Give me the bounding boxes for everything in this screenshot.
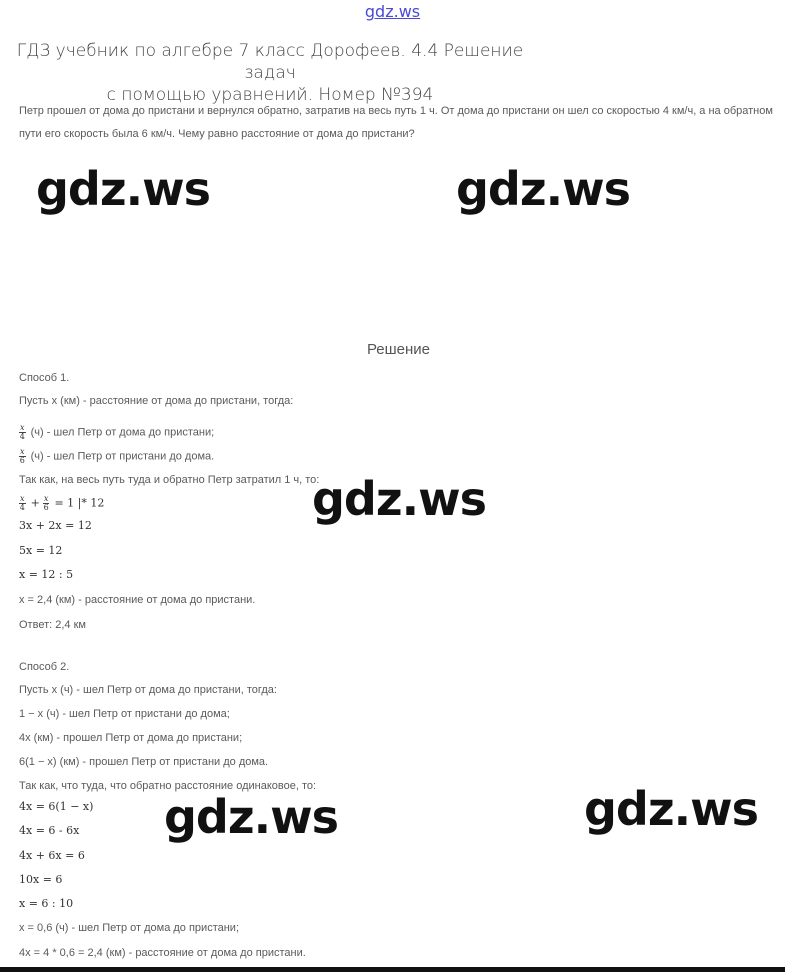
method2-step: 4x + 6x = 6: [19, 849, 85, 862]
watermark: gdz.ws: [312, 472, 486, 526]
fraction: $\frac{x}{4}$: [19, 423, 25, 441]
method2-line: 4x (км) - прошел Петр от дома до пристани;: [19, 732, 243, 744]
method2-line: 1 − x (ч) - шел Петр от пристани до дома;: [19, 708, 230, 720]
fraction: $\frac{x}{6}$: [43, 494, 49, 512]
method2-line: 6(1 − x) (км) - прошел Петр от пристани до дома.: [19, 756, 269, 768]
method1-step: 3x + 2x = 12: [19, 519, 92, 532]
method2-step: x = 6 : 10: [19, 897, 74, 910]
fraction: $\frac{x}{4}$: [19, 494, 25, 512]
method1-since: Так как, на весь путь туда и обратно Петр затратил 1 ч, то:: [19, 474, 320, 486]
watermark: gdz.ws: [584, 782, 758, 836]
method1-let: Пусть x (км) - расстояние от дома до пристани, тогда:: [19, 395, 294, 407]
method1-answer: Ответ: 2,4 км: [19, 619, 86, 631]
method2-step: 4x = 6(1 − x): [19, 800, 94, 813]
method2-since: Так как, что туда, что обратно расстояние одинаковое, то:: [19, 780, 317, 792]
task-text: Петр прошел от дома до пристани и вернулся обратно, затратив на весь путь 1 ч. От дома до пристани он шел со скоростью 4 км/ч, а на обратном пути его скорость была 6 км/ч. Чему равно расстояние от дома до пристани?: [19, 105, 773, 140]
method2-title: Способ 2.: [19, 661, 70, 673]
method1-step: 5x = 12: [19, 544, 63, 557]
method2-step: x = 0,6 (ч) - шел Петр от дома до пристани;: [19, 922, 239, 934]
method1-step: x = 12 : 5: [19, 568, 74, 581]
page-title: [0, 40, 540, 106]
title-line-1: ГДЗ учебник по алгебре 7 класс Дорофеев. 4.4 Решение задач: [16, 41, 524, 83]
watermark: gdz.ws: [164, 790, 338, 844]
method1-equation: $\frac{x}{4}$ + $\frac{x}{6}$ = 1 |* 12: [19, 494, 105, 512]
bottom-bar: [0, 967, 785, 972]
method1-fraction-line-2: $\frac{x}{6}$ (ч) - шел Петр от пристани до дома.: [19, 447, 215, 465]
site-link[interactable]: gdz.ws: [364, 2, 421, 21]
watermark: gdz.ws: [36, 162, 210, 216]
method1-fraction-line-1: $\frac{x}{4}$ (ч) - шел Петр от дома до пристани;: [19, 423, 215, 441]
solution-heading: Решение: [366, 341, 431, 358]
title-line-2: с помощью уравнений. Номер №394: [106, 85, 434, 105]
method2-step: 4x = 6 - 6x: [19, 824, 80, 837]
watermark: gdz.ws: [456, 162, 630, 216]
method2-step: 4x = 4 * 0,6 = 2,4 (км) - расстояние от дома до пристани.: [19, 947, 306, 959]
method1-title: Способ 1.: [19, 372, 70, 384]
method2-step: 10x = 6: [19, 873, 63, 886]
method2-let: Пусть x (ч) - шел Петр от дома до пристани, тогда:: [19, 684, 277, 696]
fraction: $\frac{x}{6}$: [19, 447, 25, 465]
method1-step: x = 2,4 (км) - расстояние от дома до пристани.: [19, 594, 256, 606]
